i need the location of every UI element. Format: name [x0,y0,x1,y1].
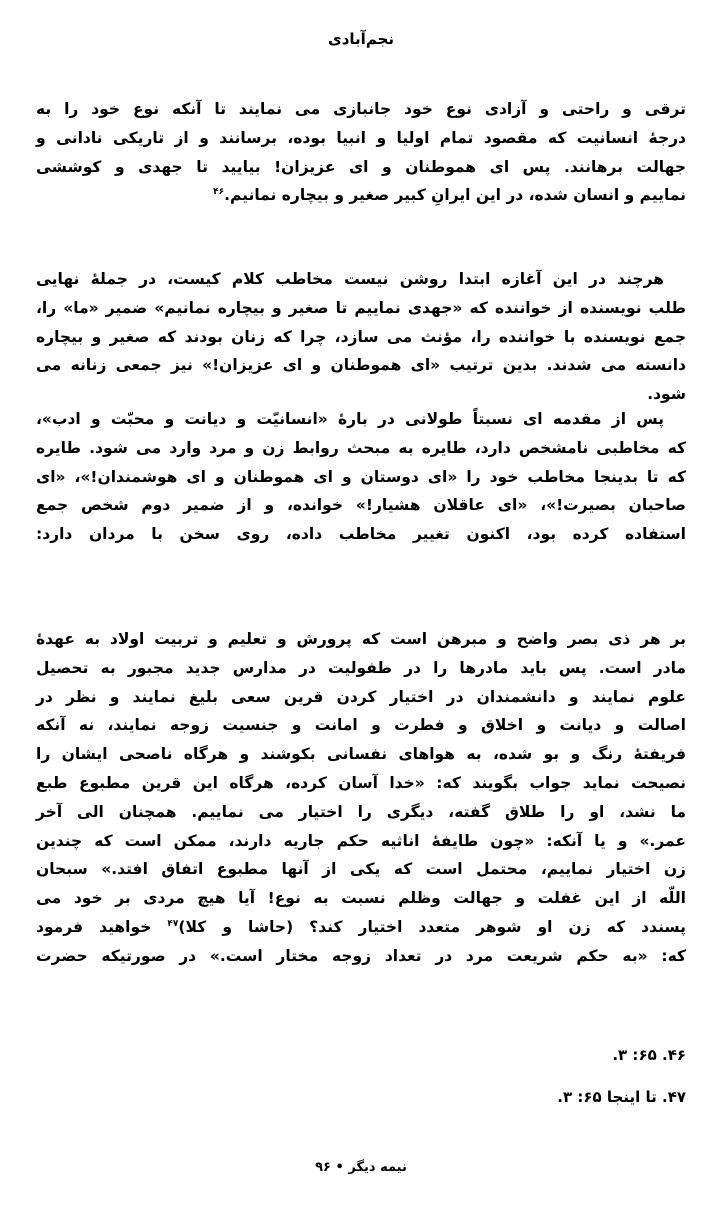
text-line: مادر است. پس باید مادرها را در طفولیت در مدارس جدید مجبور به تحصیل [36,658,686,677]
text-line: پس از مقدمه ای نسبتاً طولانی در بارهٔ «انسانیّت و دیانت و محبّت و ادب»، [36,410,664,428]
text-line-content: نماییم و انسان شده، در این ایرانِ کبیر صغیر و بیچاره نمانیم. [224,186,686,205]
text-line: جمع نویسنده با خواننده را، مؤنث می سازد، چرا که زنان بودند که صغیر و بیچاره [36,327,686,346]
text-line-content: پسندد که زن او شوهر متعدد اختیار کند؟ (حاشا و کلا) [178,917,686,936]
footnote-text: تا اینجا ۶۵: ۳. [557,1088,657,1106]
text-line: هرچند در این آغازه ابتدا روشن نیست مخاطب کلام کیست، در جملهٔ نهایی [36,270,664,288]
text-line: ما نشد، او را طلاق گفته، دیگری را اختیار می نماییم. همچنان الی آخر [36,802,686,821]
text-line: صاحبان بصیرت!»، «ای عاقلان هشیار!» خوانده، و از ضمیر دوم شخص جمع [36,496,686,515]
text-line: ترقی و راحتی و آزادی نوع خود جانبازی می نمایند تا آنکه نوع خود را به [36,100,686,118]
text-line: زن اختیار نماییم، محتمل است که یکی از آنها مطبوع اتفاق افتد.» سبحان [36,860,686,879]
footnote-number: ۴۶. [661,1046,686,1064]
text-line: دانسته می شدند. بدین ترتیب «ای هموطنان و ای عزیزان!» نیز جمعی زنانه می [36,356,686,375]
text-line: جهالت برهانند. پس ای هموطنان و ای عزیزان! بیایید تا جهدی و کوششی [36,157,686,176]
text-line [36,181,686,210]
footnote-number: ۴۷. [661,1088,686,1106]
text-line: اللّه از این غفلت و جهالت وظلم نسبت به نوع! آیا هیچ مردی بر خود می [36,889,686,908]
paragraph-1 [36,95,686,210]
text-line: علوم نمایند و دانشمندان در اختیار کردن قرین سعی بلیغ نمایند و نظر در [36,687,686,706]
paragraph-3 [36,405,686,549]
text-line: شود. [647,385,686,404]
text-line: درجهٔ انسانیت که مقصود تمام اولیا و انبیا بوده، برسانند و از تاریکی نادانی و [36,128,686,147]
text-line [36,913,686,942]
text-line: استفاده کرده بود، اکنون تغییر مخاطب داده، روی سخن با مردان دارد: [36,525,686,544]
footnote-ref-47[interactable]: ۴۷ [167,918,179,929]
paragraph-2 [36,265,686,409]
text-line: که تا بدینجا مخاطب خود را «ای دوستان و ای هموطنان و ای هوشمندان!»، «ای [36,467,686,486]
running-title: نجم‌آبادی [327,30,395,48]
page-footer: نیمه دیگر • ۹۶ [315,1160,407,1175]
footnote-46 [36,1046,686,1064]
text-line: که مخاطبی نامشخص دارد، طایره به مبحث روابط زن و مرد وارد می شود. طایره [36,438,686,457]
text-line: طلب نویسنده از خواننده که «جهدی نماییم تا صغیر و بیچاره نمانیم» ضمیر «ما» را، [36,298,686,317]
footnote-ref-46[interactable]: ۴۶ [213,187,225,198]
block-quote [36,625,686,971]
text-line: که: «به حکم شریعت مرد در تعداد زوجه مختار است.» در صورتیکه حضرت [36,946,686,965]
footnote-47 [36,1088,686,1106]
text-line: بر هر ذی بصر واضح و مبرهن است که پرورش و تعلیم و تربیت اولاد به عهدهٔ [36,630,686,648]
text-line: نصیحت نماید جواب بگویند که: «خدا آسان کرده، هرگاه این قرین مطبوع طبع [36,773,686,792]
footnote-text: ۶۵: ۳. [612,1046,657,1064]
text-line-tail: خواهید فرمود [36,917,152,936]
text-line: عمر.» و یا آنکه: «چون طایفهٔ اناثیه حکم جاریه دارند، ممکن است که چندین [36,831,686,850]
text-line: اصالت و دیانت و اخلاق و فطرت و امانت و جنسیت زوجه نمایند، نه آنکه [36,716,686,735]
text-line: فریفتهٔ رنگ و بو شده، به هواهای نفسانی بکوشند و هرگاه ناصحی ایشان را [36,745,686,764]
